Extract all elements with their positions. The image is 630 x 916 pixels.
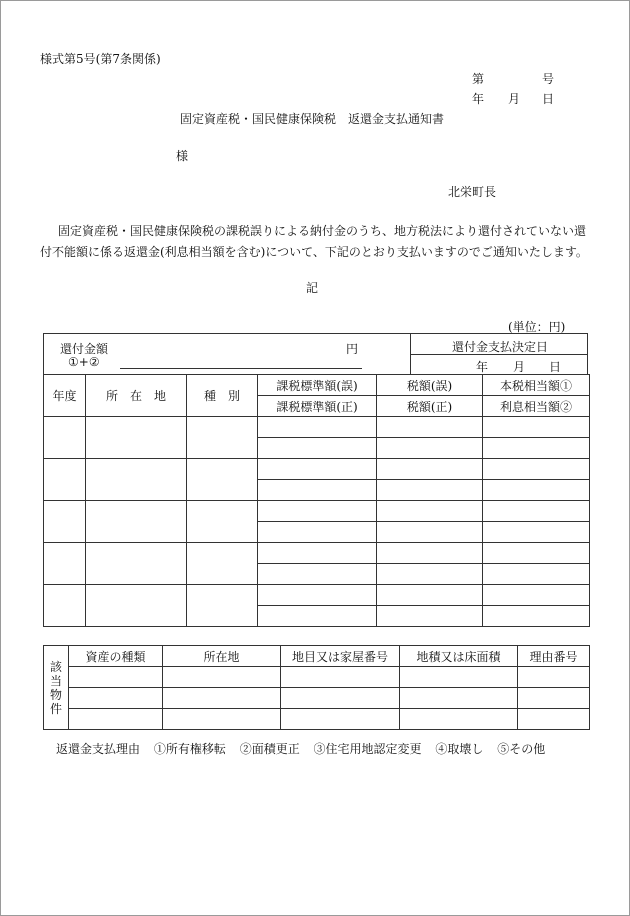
cell-area[interactable] — [400, 709, 518, 730]
cell-principal[interactable] — [483, 585, 590, 606]
cell-principal[interactable] — [483, 459, 590, 480]
cell-type[interactable] — [187, 585, 258, 627]
detail-row — [44, 543, 590, 564]
doc-number-dai: 第 — [472, 72, 485, 86]
cell-location[interactable] — [86, 543, 187, 585]
col-base-correct: 課税標準額(正) — [258, 396, 377, 417]
reasons-label: 返還金支払理由 — [56, 742, 141, 756]
cell-type[interactable] — [187, 417, 258, 459]
notice-body: 固定資産税・国民健康保険税の課税誤りによる納付金のうち、地方税法により還付されていない還付不能額に係る返還金(利息相当額を含む)について、下記のとおり支払いますのでご通知いたします。 — [40, 224, 588, 259]
col-property-location: 所在地 — [163, 646, 281, 667]
cell-land-or-house-no[interactable] — [281, 709, 400, 730]
refund-label: 還付金額 — [60, 342, 109, 356]
cell-tax-correct[interactable] — [377, 564, 483, 585]
cell-interest[interactable] — [483, 606, 590, 627]
property-side-label: 該当物件 — [44, 646, 69, 730]
refund-amount-line — [120, 368, 362, 369]
cell-tax-wrong[interactable] — [377, 501, 483, 522]
reason-item: ⑤その他 — [497, 742, 546, 756]
decision-month: 月 — [513, 360, 526, 374]
cell-interest[interactable] — [483, 564, 590, 585]
col-reason-no: 理由番号 — [518, 646, 590, 667]
reason-item: ③住宅用地認定変更 — [313, 742, 422, 756]
col-location: 所 在 地 — [86, 375, 187, 417]
cell-base-wrong[interactable] — [258, 459, 377, 480]
document-title: 固定資産税・国民健康保険税 返還金支払通知書 — [180, 112, 445, 126]
yen-label: 円 — [346, 342, 359, 356]
col-tax-wrong: 税額(誤) — [377, 375, 483, 396]
detail-header-row-1 — [44, 375, 590, 396]
detail-table — [43, 374, 590, 627]
cell-reason-no[interactable] — [518, 688, 590, 709]
cell-reason-no[interactable] — [518, 667, 590, 688]
cell-land-or-house-no[interactable] — [281, 667, 400, 688]
cell-tax-correct[interactable] — [377, 438, 483, 459]
cell-area[interactable] — [400, 667, 518, 688]
cell-property-location[interactable] — [163, 709, 281, 730]
detail-row — [44, 459, 590, 480]
cell-principal[interactable] — [483, 543, 590, 564]
cell-base-wrong[interactable] — [258, 501, 377, 522]
cell-asset-type[interactable] — [69, 667, 163, 688]
cell-asset-type[interactable] — [69, 709, 163, 730]
detail-row — [44, 417, 590, 438]
cell-tax-wrong[interactable] — [377, 543, 483, 564]
cell-type[interactable] — [187, 459, 258, 501]
reasons-line — [56, 740, 545, 757]
property-row — [44, 709, 590, 730]
cell-location[interactable] — [86, 585, 187, 627]
cell-base-correct[interactable] — [258, 564, 377, 585]
property-header-row — [44, 646, 590, 667]
cell-base-correct[interactable] — [258, 438, 377, 459]
cell-base-correct[interactable] — [258, 480, 377, 501]
cell-type[interactable] — [187, 501, 258, 543]
ki-label: 記 — [306, 281, 319, 295]
issuer: 北栄町長 — [448, 185, 497, 199]
cell-principal[interactable] — [483, 501, 590, 522]
cell-base-wrong[interactable] — [258, 585, 377, 606]
doc-number-go: 号 — [542, 72, 555, 86]
cell-base-wrong[interactable] — [258, 417, 377, 438]
date-month: 月 — [508, 92, 521, 106]
cell-year[interactable] — [44, 543, 86, 585]
col-year: 年度 — [44, 375, 86, 417]
cell-area[interactable] — [400, 688, 518, 709]
property-table — [43, 645, 590, 730]
cell-interest[interactable] — [483, 480, 590, 501]
decision-date-label: 還付金支払決定日 — [452, 340, 549, 354]
cell-interest[interactable] — [483, 522, 590, 543]
detail-row — [44, 501, 590, 522]
cell-property-location[interactable] — [163, 688, 281, 709]
col-land-or-house-no: 地目又は家屋番号 — [281, 646, 400, 667]
col-area: 地積又は床面積 — [400, 646, 518, 667]
cell-type[interactable] — [187, 543, 258, 585]
decision-day: 日 — [549, 360, 562, 374]
cell-tax-correct[interactable] — [377, 522, 483, 543]
cell-base-correct[interactable] — [258, 522, 377, 543]
col-type: 種 別 — [187, 375, 258, 417]
cell-tax-wrong[interactable] — [377, 417, 483, 438]
addressee-suffix: 様 — [176, 149, 189, 163]
unit-label: (単位：円) — [508, 320, 566, 334]
cell-tax-wrong[interactable] — [377, 585, 483, 606]
cell-location[interactable] — [86, 459, 187, 501]
cell-tax-correct[interactable] — [377, 606, 483, 627]
cell-base-correct[interactable] — [258, 606, 377, 627]
cell-year[interactable] — [44, 585, 86, 627]
form-number: 様式第5号(第7条関係) — [40, 52, 161, 66]
cell-reason-no[interactable] — [518, 709, 590, 730]
cell-year[interactable] — [44, 417, 86, 459]
cell-location[interactable] — [86, 417, 187, 459]
cell-land-or-house-no[interactable] — [281, 688, 400, 709]
col-asset-type: 資産の種類 — [69, 646, 163, 667]
refund-formula: ①+② — [68, 355, 100, 369]
date-day: 日 — [542, 92, 555, 106]
cell-principal[interactable] — [483, 417, 590, 438]
decision-year: 年 — [476, 360, 489, 374]
refund-block — [43, 333, 588, 375]
col-principal: 本税相当額① — [483, 375, 590, 396]
cell-base-wrong[interactable] — [258, 543, 377, 564]
cell-location[interactable] — [86, 501, 187, 543]
cell-year[interactable] — [44, 459, 86, 501]
reason-item: ①所有権移転 — [153, 742, 226, 756]
reason-item: ④取壊し — [435, 742, 484, 756]
cell-interest[interactable] — [483, 438, 590, 459]
property-row — [44, 688, 590, 709]
cell-year[interactable] — [44, 501, 86, 543]
col-tax-correct: 税額(正) — [377, 396, 483, 417]
col-base-wrong: 課税標準額(誤) — [258, 375, 377, 396]
cell-tax-correct[interactable] — [377, 480, 483, 501]
detail-row — [44, 585, 590, 606]
date-year: 年 — [472, 92, 485, 106]
cell-asset-type[interactable] — [69, 688, 163, 709]
col-interest: 利息相当額② — [483, 396, 590, 417]
reason-item: ②面積更正 — [239, 742, 300, 756]
property-row — [44, 667, 590, 688]
cell-tax-wrong[interactable] — [377, 459, 483, 480]
cell-property-location[interactable] — [163, 667, 281, 688]
